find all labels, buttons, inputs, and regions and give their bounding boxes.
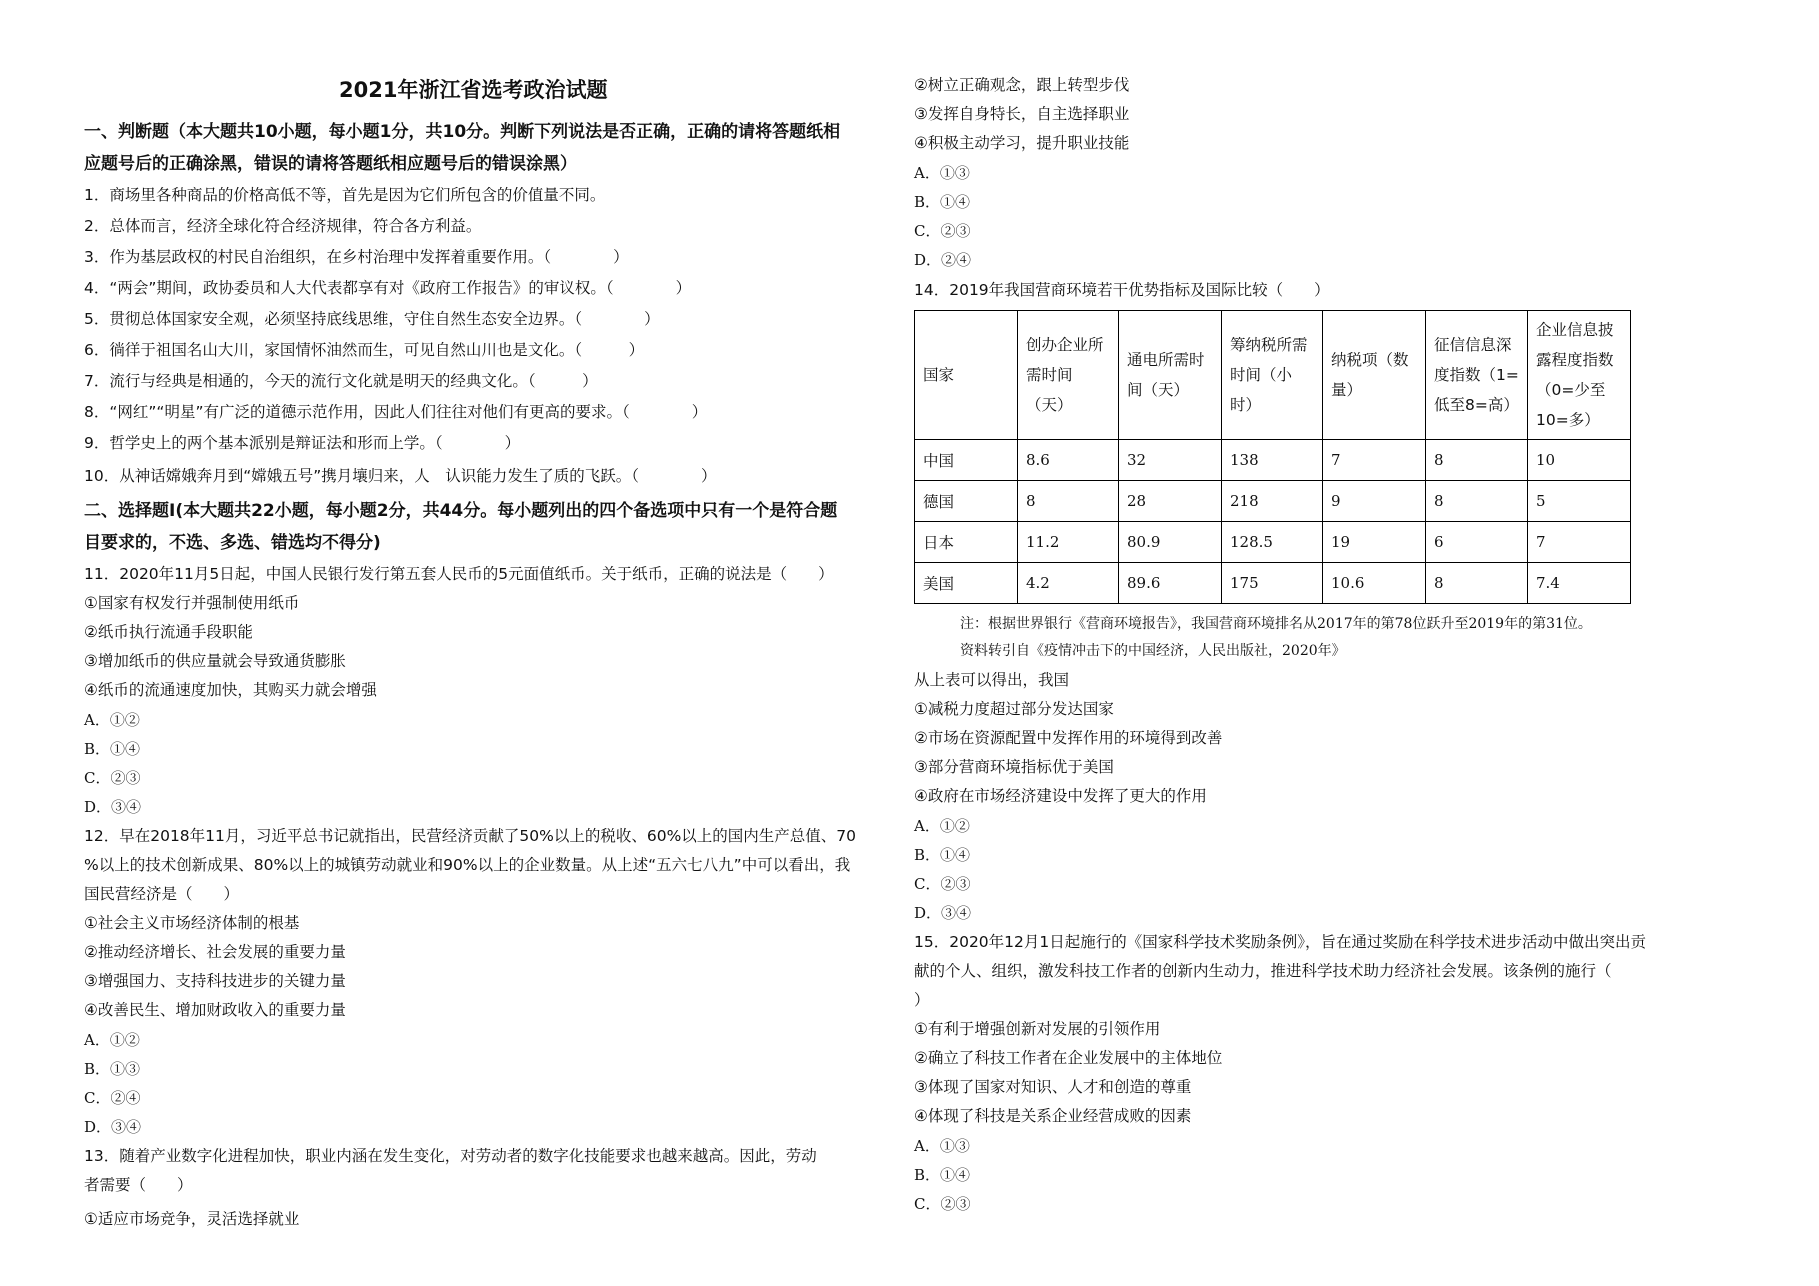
answer-option[interactable]: C．②③ (914, 1195, 971, 1213)
question-12-stem-cont: %以上的技术创新成果、80%以上的城镇劳动就业和90%以上的企业数量。从上述“五六七八九”中可以看出，我 (84, 856, 851, 874)
statement-item: ②树立正确观念，跟上转型步伐 (914, 76, 1130, 94)
question-15-stem: 15．2020年12月1日起施行的《国家科学技术奖励条例》，旨在通过奖励在科学技术进步活动中做出突出贡 (914, 933, 1647, 951)
table-cell: 德国 (915, 481, 1018, 522)
table-cell: 4.2 (1018, 563, 1119, 604)
table-cell: 28 (1119, 481, 1222, 522)
judgment-item: 9．哲学史上的两个基本派别是辩证法和形而上学。（ ） (84, 434, 521, 452)
question-12-stem-cont: 国民营经济是（ ） (84, 885, 240, 903)
statement-item: ④改善民生、增加财政收入的重要力量 (84, 1001, 346, 1019)
question-14-stem: 14．2019年我国营商环境若干优势指标及国际比较（ ） (914, 281, 1330, 299)
table-cell: 10.6 (1323, 563, 1426, 604)
business-environment-table (914, 310, 1631, 604)
table-cell: 9 (1323, 481, 1426, 522)
table-cell: 10 (1528, 440, 1631, 481)
statement-item: ②纸币执行流通手段职能 (84, 623, 253, 641)
statement-item: ③部分营商环境指标优于美国 (914, 758, 1114, 776)
table-cell: 8.6 (1018, 440, 1119, 481)
answer-option[interactable]: D．③④ (84, 1118, 142, 1136)
table-header-cell: 创办企业所需时间（天） (1018, 311, 1119, 440)
table-header-row (915, 311, 1631, 440)
judgment-item: 4．“两会”期间，政协委员和人大代表都享有对《政府工作报告》的审议权。（ ） (84, 279, 692, 297)
statement-item: ③体现了国家对知识、人才和创造的尊重 (914, 1078, 1192, 1096)
answer-option[interactable]: D．③④ (84, 798, 142, 816)
table-cell: 11.2 (1018, 522, 1119, 563)
answer-option[interactable]: A．①② (84, 711, 140, 729)
statement-item: ①社会主义市场经济体制的根基 (84, 914, 300, 932)
page-title: 2021年浙江省选考政治试题 (339, 78, 608, 102)
table-header-cell: 筹纳税所需时间（小时） (1222, 311, 1323, 440)
table-header-cell: 纳税项（数量） (1323, 311, 1426, 440)
judgment-item: 10．从神话嫦娥奔月到“嫦娥五号”携月壤归来，人 认识能力发生了质的飞跃。（ ） (84, 467, 717, 485)
judgment-item: 8．“网红”“明星”有广泛的道德示范作用，因此人们往往对他们有更高的要求。（ ） (84, 403, 708, 421)
section-1-heading-cont: 应题号后的正确涂黑，错误的请将答题纸相应题号后的错误涂黑） (84, 154, 577, 174)
table-cell: 7 (1528, 522, 1631, 563)
answer-option[interactable]: D．③④ (914, 904, 972, 922)
table-cell: 6 (1426, 522, 1528, 563)
section-1-heading: 一、判断题（本大题共10小题，每小题1分，共10分。判断下列说法是否正确，正确的请将答题纸相 (84, 122, 841, 142)
table-row (915, 440, 1631, 481)
answer-option[interactable]: A．①② (84, 1031, 140, 1049)
judgment-item: 2．总体而言，经济全球化符合经济规律，符合各方利益。 (84, 217, 482, 235)
statement-item: ②确立了科技工作者在企业发展中的主体地位 (914, 1049, 1223, 1067)
statement-item: ①国家有权发行并强制使用纸币 (84, 594, 300, 612)
statement-item: ③发挥自身特长，自主选择职业 (914, 105, 1130, 123)
table-cell: 218 (1222, 481, 1323, 522)
table-source: 资料转引自《疫情冲击下的中国经济，人民出版社，2020年》 (960, 643, 1346, 659)
question-15-stem-cont: 献的个人、组织，激发科技工作者的创新内生动力，推进科学技术助力经济社会发展。该条例的施行（ (914, 962, 1612, 980)
table-cell: 138 (1222, 440, 1323, 481)
answer-option[interactable]: B．①④ (914, 193, 971, 211)
table-cell: 89.6 (1119, 563, 1222, 604)
table-cell: 80.9 (1119, 522, 1222, 563)
statement-item: ④体现了科技是关系企业经营成败的因素 (914, 1107, 1192, 1125)
question-13-stem-cont: 者需要（ ） (84, 1176, 193, 1194)
table-cell: 中国 (915, 440, 1018, 481)
table-cell: 8 (1426, 440, 1528, 481)
table-cell: 175 (1222, 563, 1323, 604)
judgment-item: 5．贯彻总体国家安全观，必须坚持底线思维，守住自然生态安全边界。（ ） (84, 310, 660, 328)
question-14-lead: 从上表可以得出，我国 (914, 671, 1070, 689)
statement-item: ③增加纸币的供应量就会导致通货膨胀 (84, 652, 346, 670)
table-cell: 8 (1426, 563, 1528, 604)
answer-option[interactable]: C．②③ (914, 875, 971, 893)
answer-option[interactable]: B．①③ (84, 1060, 141, 1078)
table-header-cell: 国家 (915, 311, 1018, 440)
statement-item: ①有利于增强创新对发展的引领作用 (914, 1020, 1161, 1038)
answer-option[interactable]: A．①③ (914, 164, 970, 182)
table-cell: 19 (1323, 522, 1426, 563)
statement-item: ①减税力度超过部分发达国家 (914, 700, 1114, 718)
statement-item: ②市场在资源配置中发挥作用的环境得到改善 (914, 729, 1223, 747)
answer-option[interactable]: A．①② (914, 817, 970, 835)
table-cell: 128.5 (1222, 522, 1323, 563)
judgment-item: 1．商场里各种商品的价格高低不等，首先是因为它们所包含的价值量不同。 (84, 186, 606, 204)
table-header-cell: 企业信息披露程度指数（0=少至10=多） (1528, 311, 1631, 440)
question-11-stem: 11．2020年11月5日起，中国人民银行发行第五套人民币的5元面值纸币。关于纸币，正确的说法是（ ） (84, 565, 834, 583)
table-cell: 美国 (915, 563, 1018, 604)
answer-option[interactable]: C．②③ (914, 222, 971, 240)
table-header-cell: 通电所需时间（天） (1119, 311, 1222, 440)
statement-item: ④纸币的流通速度加快，其购买力就会增强 (84, 681, 377, 699)
answer-option[interactable]: A．①③ (914, 1137, 970, 1155)
question-15-stem-cont: ） (914, 991, 930, 1009)
table-cell: 日本 (915, 522, 1018, 563)
table-cell: 32 (1119, 440, 1222, 481)
statement-item: ④政府在市场经济建设中发挥了更大的作用 (914, 787, 1207, 805)
table-cell: 8 (1018, 481, 1119, 522)
answer-option[interactable]: B．①④ (914, 846, 971, 864)
question-12-stem: 12．早在2018年11月，习近平总书记就指出，民营经济贡献了50%以上的税收、60%以上的国内生产总值、70 (84, 827, 857, 845)
table-row (915, 522, 1631, 563)
answer-option[interactable]: C．②③ (84, 769, 141, 787)
answer-option[interactable]: C．②④ (84, 1089, 141, 1107)
section-2-heading: 二、选择题Ⅰ(本大题共22小题，每小题2分，共44分。每小题列出的四个备选项中只有一个是符合题 (84, 501, 838, 521)
table-header-cell: 征信信息深度指数（1=低至8=高） (1426, 311, 1528, 440)
answer-option[interactable]: B．①④ (84, 740, 141, 758)
table-cell: 5 (1528, 481, 1631, 522)
statement-item: ④积极主动学习，提升职业技能 (914, 134, 1130, 152)
question-13-stem: 13．随着产业数字化进程加快，职业内涵在发生变化，对劳动者的数字化技能要求也越来越高。因此，劳动 (84, 1147, 817, 1165)
statement-item: ①适应市场竞争，灵活选择就业 (84, 1210, 300, 1228)
table-row (915, 481, 1631, 522)
table-cell: 7.4 (1528, 563, 1631, 604)
table-row (915, 563, 1631, 604)
judgment-item: 3．作为基层政权的村民自治组织，在乡村治理中发挥着重要作用。（ ） (84, 248, 629, 266)
section-2-heading-cont: 目要求的，不选、多选、错选均不得分) (84, 533, 381, 553)
answer-option[interactable]: B．①④ (914, 1166, 971, 1184)
judgment-item: 6．徜徉于祖国名山大川，家国情怀油然而生，可见自然山川也是文化。（ ） (84, 341, 645, 359)
statement-item: ②推动经济增长、社会发展的重要力量 (84, 943, 346, 961)
statement-item: ③增强国力、支持科技进步的关键力量 (84, 972, 346, 990)
table-note: 注：根据世界银行《营商环境报告》，我国营商环境排名从2017年的第78位跃升至2019年的第31位。 (960, 616, 1592, 632)
table-cell: 8 (1426, 481, 1528, 522)
table-cell: 7 (1323, 440, 1426, 481)
answer-option[interactable]: D．②④ (914, 251, 972, 269)
judgment-item: 7．流行与经典是相通的，今天的流行文化就是明天的经典文化。（ ） (84, 372, 598, 390)
